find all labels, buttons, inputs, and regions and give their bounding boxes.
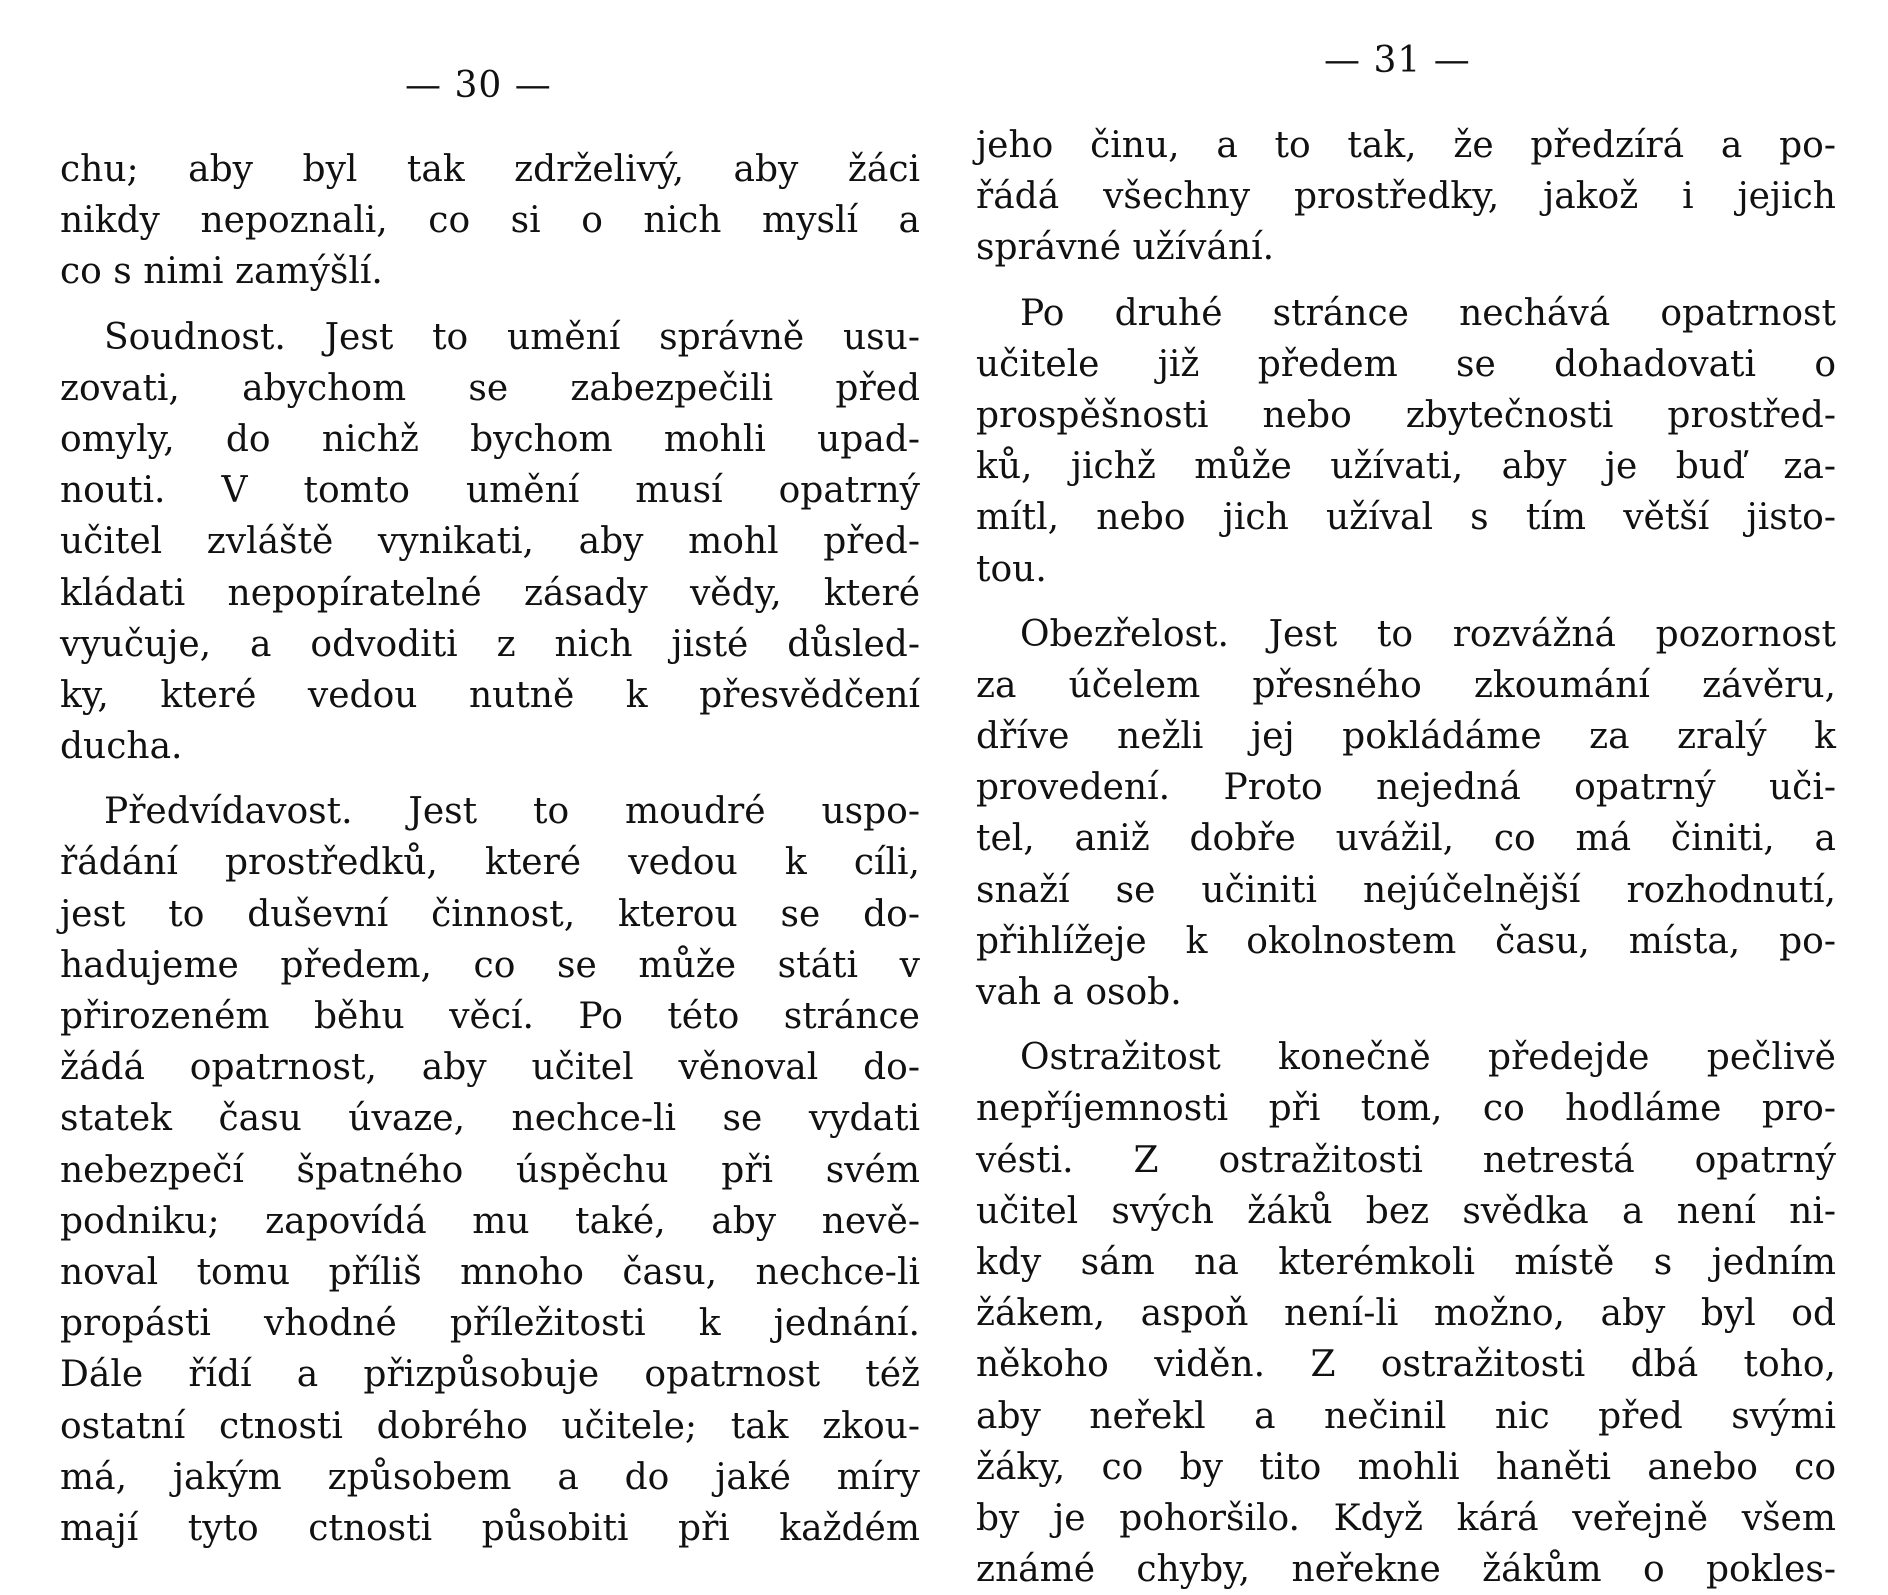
text-line: propásti vhodné příležitosti k jednání. (60, 1303, 920, 1345)
text-line: nebezpečí špatného úspěchu při svém (60, 1149, 920, 1191)
text-line: kdy sám na kterémkoli místě s jedním (976, 1241, 1836, 1283)
text-line: Ostražitost konečně předejde pečlivě (1020, 1037, 1836, 1079)
text-line: tel, aniž dobře uvážil, co má činiti, a (976, 818, 1836, 860)
right-page (944, 0, 1888, 1591)
left-page (0, 0, 944, 1549)
text-line: ducha. (60, 726, 183, 768)
text-line: učitele již předem se dohadovati o (976, 343, 1836, 385)
paragraph (976, 120, 1836, 274)
text-line: známé chyby, neřekne žákům o pokles- (976, 1549, 1836, 1591)
text-line: vésti. Z ostražitosti netrestá opatrný (976, 1139, 1836, 1181)
text-line: provedení. Proto nejedná opatrný uči- (976, 767, 1836, 809)
text-line: učitel svých žáků bez svědka a není ni- (976, 1190, 1836, 1232)
text-line: někoho viděn. Z ostražitosti dbá toho, (976, 1344, 1836, 1386)
text-line: žádá opatrnost, aby učitel věnoval do- (60, 1047, 920, 1089)
text-line: dříve nežli jej pokládáme za zralý k (976, 716, 1836, 758)
text-line: nikdy nepoznali, co si o nich myslí a (60, 200, 920, 242)
page-number: — 31 — (1324, 40, 1471, 81)
text-line: správné užívání. (976, 227, 1275, 269)
text-line: vah a osob. (976, 972, 1182, 1013)
text-line: chu; aby byl tak zdrželivý, aby žáci (60, 149, 920, 190)
text-line: za účelem přesného zkoumání závěru, (976, 664, 1836, 706)
text-line: snaží se učiniti nejúčelnější rozhodnutí, (976, 869, 1836, 911)
paragraph (976, 288, 1836, 595)
text-line: statek času úvaze, nechce-li se vydati (60, 1098, 920, 1140)
text-line: jeho činu, a to tak, že předzírá a po- (976, 125, 1836, 166)
text-line: přirozeném běhu věcí. Po této stránce (60, 996, 920, 1037)
text-line: hadujeme předem, co se může státi v (60, 944, 920, 986)
text-line: má, jakým způsobem a do jaké míry (60, 1456, 920, 1498)
text-line: podniku; zapovídá mu také, aby nevě- (60, 1200, 920, 1242)
text-line: aby neřekl a nečinil nic před svými (976, 1395, 1836, 1437)
text-line: Soudnost. Jest to umění správně usu- (104, 316, 920, 358)
text-column (976, 120, 1836, 1595)
text-line: nouti. V tomto umění musí opatrný (60, 470, 920, 512)
text-line: kládati nepopíratelné zásady vědy, které (60, 572, 920, 614)
text-line: prospěšnosti nebo zbytečnosti prostřed- (976, 394, 1836, 436)
paragraph (976, 609, 1836, 1019)
text-line: žáky, co by tito mohli haněti anebo co (976, 1446, 1836, 1488)
text-line: ky, které vedou nutně k přesvědčení (60, 674, 920, 716)
text-line: ostatní ctnosti dobrého učitele; tak zkou- (60, 1405, 920, 1447)
text-line: nepříjemnosti při tom, co hodláme pro- (976, 1088, 1836, 1130)
paragraph (976, 1032, 1836, 1595)
text-line: Obezřelost. Jest to rozvážná pozornost (1020, 613, 1836, 655)
page-number: — 30 — (405, 65, 552, 106)
text-line: by je pohoršilo. Když kárá veřejně všem (976, 1497, 1836, 1539)
text-column (60, 144, 920, 1554)
text-line: řádání prostředků, které vedou k cíli, (60, 842, 920, 884)
paragraph (60, 144, 920, 298)
text-line: přihlížeje k okolnostem času, místa, po- (976, 920, 1836, 962)
paragraph (60, 786, 920, 1554)
text-line: mají tyto ctnosti působiti při každém (60, 1507, 920, 1549)
text-line: noval tomu příliš mnoho času, nechce-li (60, 1251, 920, 1293)
text-line: žákem, aspoň není-li možno, aby byl od (976, 1293, 1836, 1335)
text-line: Dále řídí a přizpůsobuje opatrnost též (60, 1354, 920, 1396)
text-line: co s nimi zamýšlí. (60, 251, 383, 293)
text-line: Po druhé stránce nechává opatrnost (1020, 292, 1836, 334)
text-line: jest to duševní činnost, kterou se do- (60, 893, 920, 935)
paragraph (60, 312, 920, 773)
text-line: mítl, nebo jich užíval s tím větší jisto- (976, 497, 1836, 539)
text-line: Předvídavost. Jest to moudré uspo- (104, 791, 920, 833)
text-line: tou. (976, 548, 1047, 590)
text-line: omyly, do nichž bychom mohli upad- (60, 418, 920, 460)
text-line: ků, jichž může užívati, aby je buď za- (976, 446, 1836, 488)
text-line: učitel zvláště vynikati, aby mohl před- (60, 521, 920, 563)
text-line: řádá všechny prostředky, jakož i jejich (976, 176, 1836, 218)
text-line: vyučuje, a odvoditi z nich jisté důsled- (60, 623, 920, 665)
text-line: zovati, abychom se zabezpečili před (60, 367, 920, 409)
